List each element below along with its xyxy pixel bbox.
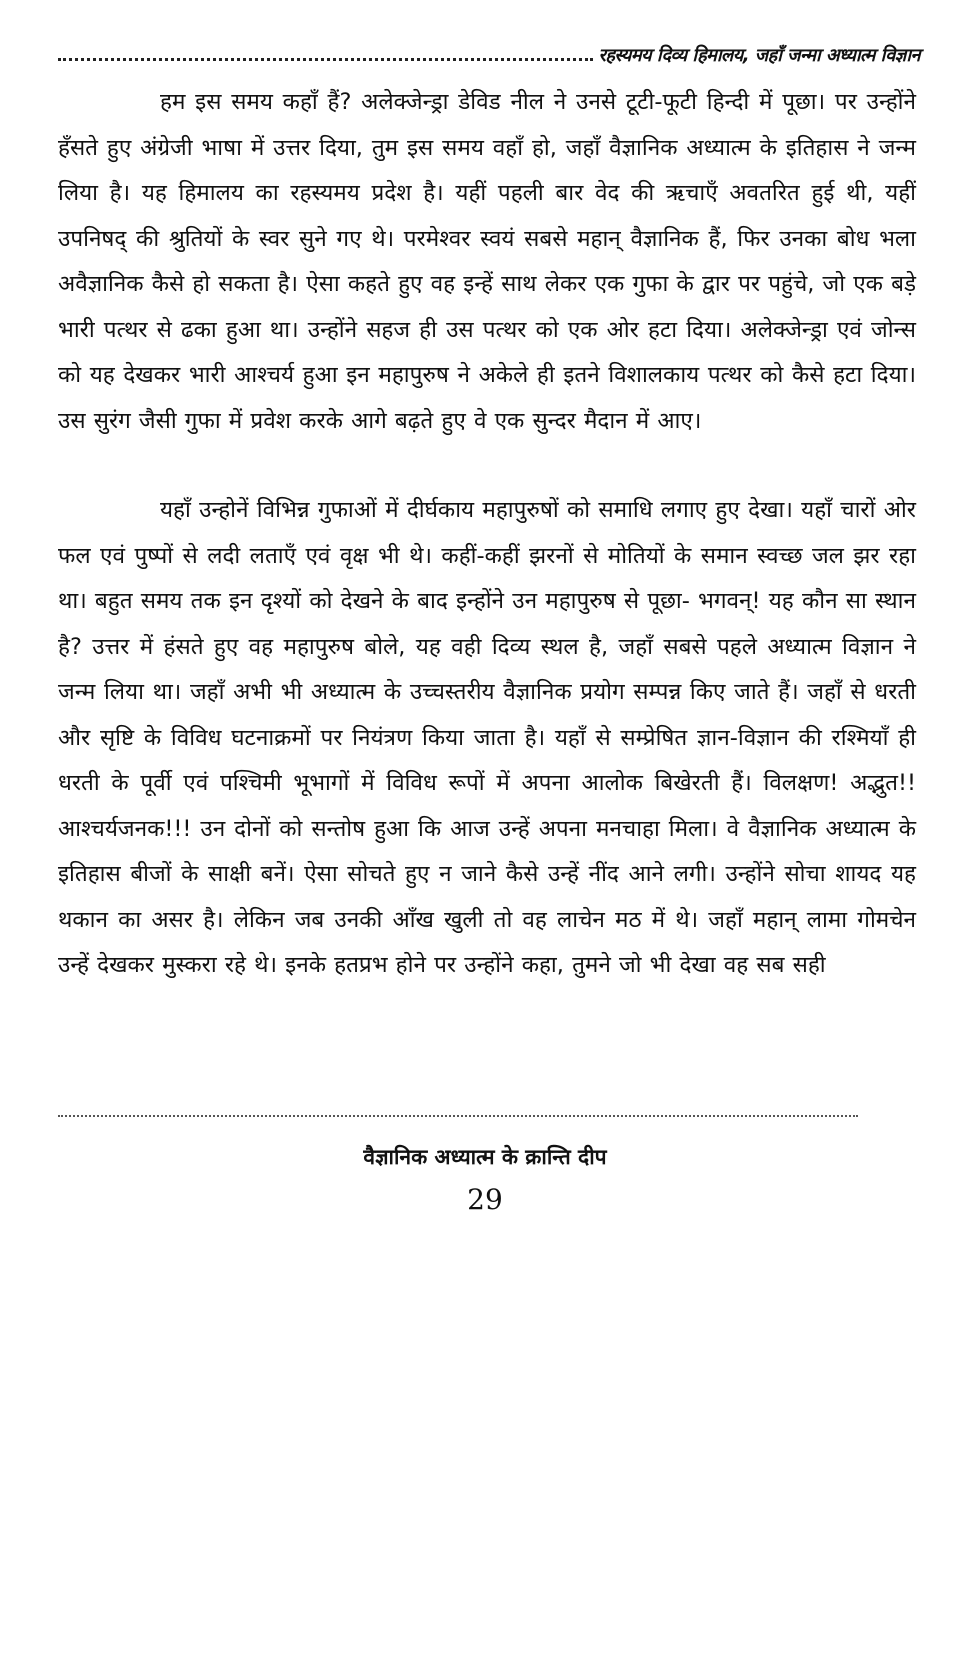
page-number: 29 (467, 1183, 503, 1216)
paragraph-2: यहाँ उन्होनें विभिन्न गुफाओं में दीर्घकाय महापुरुषों को समाधि लगाए हुए देखा। यहाँ चारों ओर फल एवं पुष्पों से लदी लताएँ एवं वृक्ष भी थे। कहीं-कहीं झरनों से मोतियों के समान स्वच्छ जल झर रहा था। बहुत समय तक इन दृश्यों को देखने के बाद इन्होंने उन महापुरुष से पूछा- भगवन्! यह कौन सा स्थान है? उत्तर में हंसते हुए वह महापुरुष बोले, यह वही दिव्य स्थल है, जहाँ सबसे पहले अध्यात्म विज्ञान ने जन्म लिया था। जहाँ अभी भी अध्यात्म के उच्चस्तरीय वैज्ञानिक प्रयोग सम्पन्न किए जाते हैं। जहाँ से धरती और सृष्टि के विविध घटनाक्रमों पर नियंत्रण किया जाता है। यहाँ से सम्प्रेषित ज्ञान-विज्ञान की रश्मियाँ ही धरती के पूर्वी एवं पश्चिमी भूभागों में विविध रूपों में अपना आलोक बिखेरती हैं। विलक्षण! अद्भुत!! आश्चर्यजनक!!! उन दोनों को सन्तोष हुआ कि आज उन्हें अपना मनचाहा मिला। वे वैज्ञानिक अध्यात्म के इतिहास बीजों के साक्षी बनें। ऐसा सोचते हुए न जाने कैसे उन्हें नींद आने लगी। उन्होंने सोचा शायद यह थकान का असर है। लेकिन जब उनकी आँख खुली तो वह लाचेन मठ में थे। जहाँ महान् लामा गोमचेन उन्हें देखकर मुस्करा रहे थे। इनके हतप्रभ होने पर उन्होंने कहा, तुमने जो भी देखा वह सब सही (58, 497, 916, 978)
header-dotted-leader (58, 57, 593, 61)
paragraph-1: हम इस समय कहाँ हैं? अलेक्जेन्ड्रा डेविड नील ने उनसे टूटी-फूटी हिन्दी में पूछा। पर उन्होंने हँसते हुए अंग्रेजी भाषा में उत्तर दिया, तुम इस समय वहाँ हो, जहाँ वैज्ञानिक अध्यात्म के इतिहास ने जन्म लिया है। यह हिमालय का रहस्यमय प्रदेश है। यहीं पहली बार वेद की ऋचाएँ अवतरित हुई थी, यहीं उपनिषद् की श्रुतियों के स्वर सुने गए थे। परमेश्वर स्वयं सबसे महान् वैज्ञानिक हैं, फिर उनका बोध भला अवैज्ञानिक कैसे हो सकता है। ऐसा कहते हुए वह इन्हें साथ लेकर एक गुफा के द्वार पर पहुंचे, जो एक बड़े भारी पत्थर से ढका हुआ था। उन्होंने सहज ही उस पत्थर को एक ओर हटा दिया। अलेक्जेन्ड्रा एवं जोन्स को यह देखकर भारी आश्चर्य हुआ इन महापुरुष ने अकेले ही इतने विशालकाय पत्थर को कैसे हटा दिया। उस सुरंग जैसी गुफा में प्रवेश करके आगे बढ़ते हुए वे एक सुन्दर मैदान में आए। (58, 89, 916, 434)
running-header (58, 38, 920, 72)
body-text (58, 80, 916, 989)
header-title: रहस्यमय दिव्य हिमालय, जहाँ जन्मा अध्यात्म विज्ञान (598, 45, 920, 66)
footer-dotted-rule (58, 1115, 858, 1117)
footer-book-title: वैज्ञानिक अध्यात्म के क्रान्ति दीप (363, 1145, 607, 1169)
